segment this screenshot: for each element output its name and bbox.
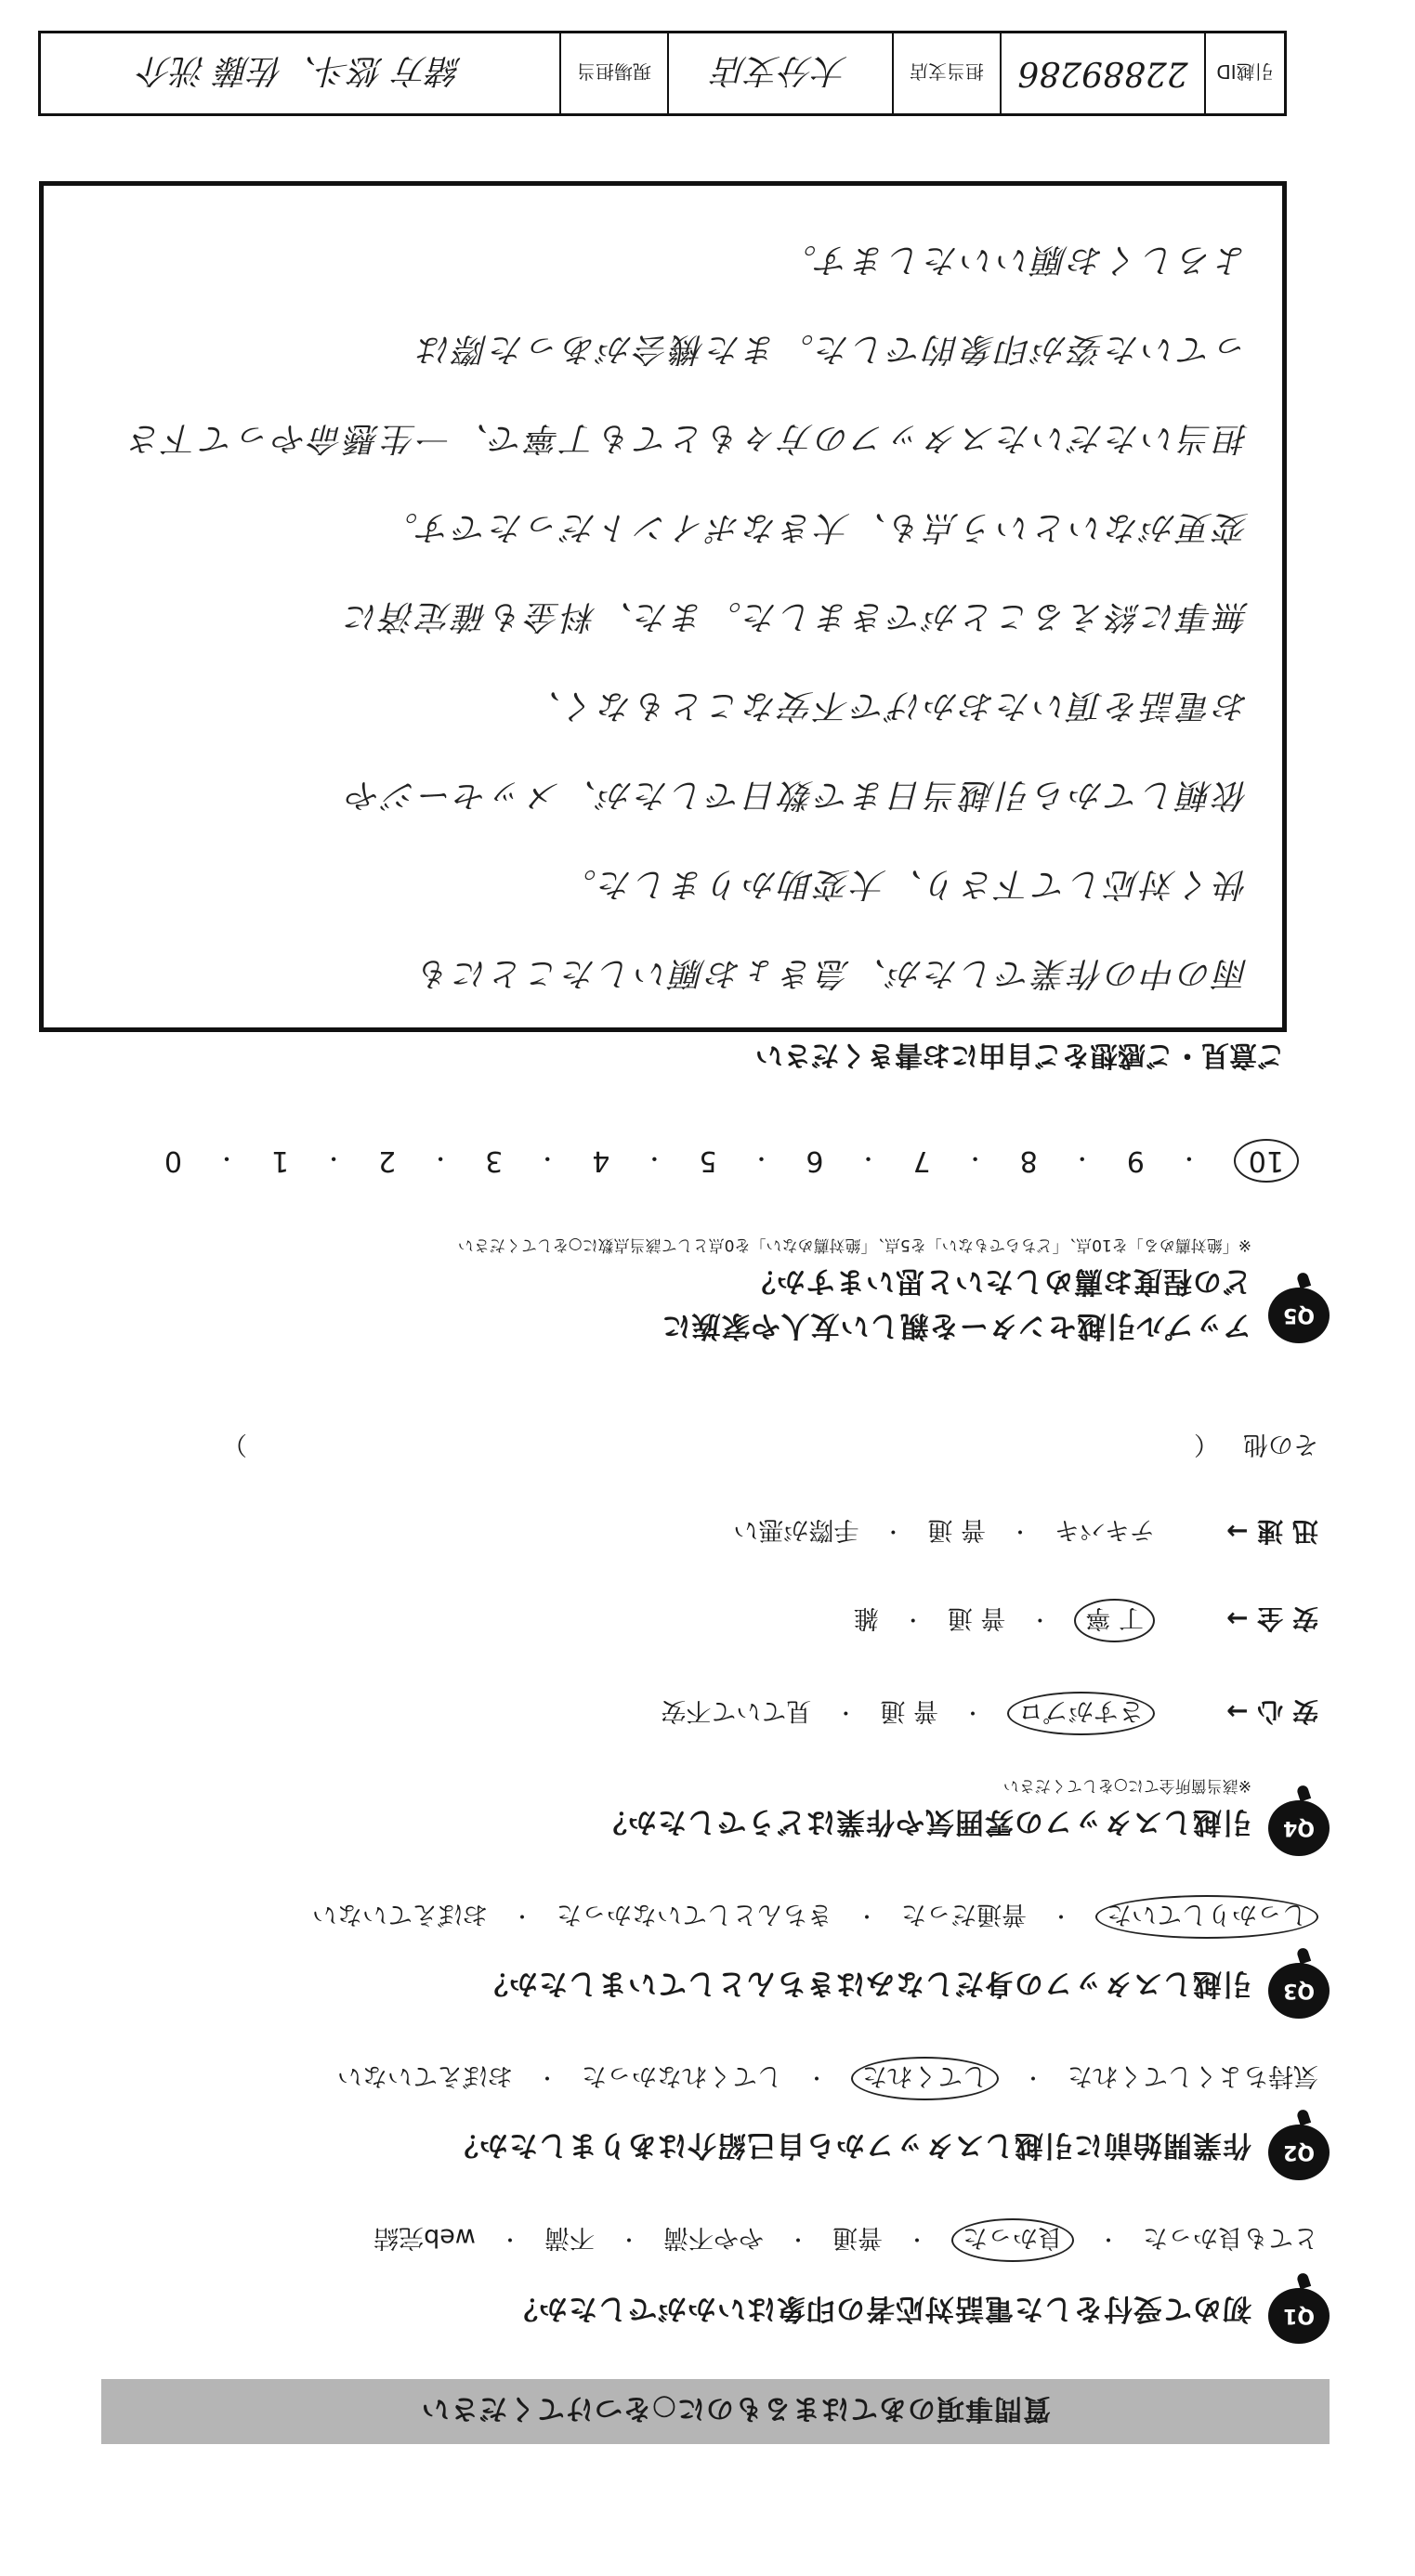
q5-question-line2: どの程度お薦めしたいと思いますか？ xyxy=(746,1264,1251,1298)
q5-badge-icon xyxy=(1268,1288,1330,1343)
q5-score-4[interactable]: 4 xyxy=(592,1144,610,1177)
q3-options: しっかりしていた ・ 普通だった ・ きちんとしていなかった ・ おぼえていない xyxy=(312,1895,1318,1939)
q2-option-dont-remember[interactable]: おぼえていない xyxy=(336,2061,513,2090)
q5-score-8[interactable]: 8 xyxy=(1019,1144,1038,1177)
comment-line-6: 変更がないという点も、大きなポイントだったです。 xyxy=(381,508,1249,546)
comment-line-7: 担当いただいたスタッフの方々もとても丁寧で、一生懸命やって下さ xyxy=(125,419,1249,457)
q4-safety-option-rough[interactable]: 雑 xyxy=(853,1603,879,1632)
q4-row-relief-label: 安 心 → xyxy=(1226,1696,1318,1728)
comment-line-3: 依頼してから引越当日まで数日でしたが、メッセージや xyxy=(345,776,1249,814)
comment-line-9: よろしくお願いいたします。 xyxy=(780,241,1249,279)
instruction-text: 質問事項のあてはまるものに○をつけてください xyxy=(420,2392,1051,2425)
q4-question: 引越しスタッフの雰囲気や作業はどうでしたか？ xyxy=(597,1805,1251,1838)
staff-label-cell xyxy=(559,33,667,113)
comment-line-4: お電話を頂いたおかげで不安なこともなく、 xyxy=(524,686,1249,725)
comment-line-1: 雨の中の作業でしたが、急きょお願いしたことにも xyxy=(414,954,1249,992)
q5-score-7[interactable]: 7 xyxy=(912,1144,931,1177)
q4-badge-icon xyxy=(1268,1800,1330,1856)
comment-line-5: 無事に終えることができました。また、料金も確定済に xyxy=(342,597,1249,635)
branch-label-cell xyxy=(892,33,1000,113)
q5-score-1[interactable]: 1 xyxy=(270,1144,290,1177)
header-table xyxy=(38,31,1287,116)
q1-option-very-good[interactable]: とても良かった xyxy=(1143,2223,1318,2252)
branch-value-cell xyxy=(667,33,892,113)
q2-question: 作業開始前に引越しスタッフから自己紹介はありましたか？ xyxy=(449,2128,1251,2162)
q5-score-5[interactable]: 5 xyxy=(699,1144,717,1177)
q4-relief-option-anxious[interactable]: 見ていて不安 xyxy=(661,1696,812,1725)
id-label-cell xyxy=(1204,33,1284,113)
q2-badge-icon xyxy=(1268,2125,1330,2180)
q1-option-web[interactable]: web完結 xyxy=(373,2223,476,2252)
id-value-cell xyxy=(1000,33,1204,113)
q5-score-9[interactable]: 9 xyxy=(1126,1144,1145,1177)
branch-label: 担当支店 xyxy=(910,60,984,84)
q4-speed-option-quick[interactable]: テキパキ xyxy=(1055,1515,1155,1545)
q5-question-line1: アップル引越センターを親しい友人や家族に xyxy=(661,1309,1251,1342)
q4-other-row: その他 （ ） xyxy=(222,1429,1318,1465)
q4-safety-option-normal[interactable]: 普 通 xyxy=(947,1603,1006,1632)
q2-options: 気持ちよくしてくれた ・ してくれた ・ してくれなかった ・ おぼえていない xyxy=(337,2057,1318,2100)
q3-badge-icon xyxy=(1268,1963,1330,2019)
q1-option-unsatisfied[interactable]: 不満 xyxy=(544,2223,595,2252)
q1-option-good-selected[interactable]: 良かった xyxy=(951,2218,1074,2262)
q5-score-6[interactable]: 6 xyxy=(806,1144,824,1177)
id-label: 引越ID xyxy=(1216,60,1274,84)
q4-row-speed-label: 迅 速 → xyxy=(1226,1516,1318,1547)
q4-other-label: その他 xyxy=(1243,1430,1318,1458)
comment-box[interactable] xyxy=(39,181,1287,1032)
q4-row-speed: 迅 速 → テキパキ ・ 普 通 ・ 手際が悪い xyxy=(733,1514,1318,1551)
q1-badge-icon xyxy=(1268,2288,1330,2344)
id-value: 22889286 xyxy=(1017,54,1188,93)
q5-note: ※「絶対薦める」を10点、「どちらでもない」を5点、「絶対薦めない」を0点として該当点数に○をしてください xyxy=(457,1236,1251,1254)
q4-row-safety: 安 全 → 丁 寧 ・ 普 通 ・ 雑 xyxy=(854,1599,1318,1642)
q4-relief-option-pro-selected[interactable]: さすがプロ xyxy=(1007,1692,1155,1735)
q2-badge-label: Q2 xyxy=(1283,2140,1316,2164)
q3-question: 引越しスタッフの身だしなみはきちんとしていましたか？ xyxy=(478,1967,1251,2000)
q2-option-did-not[interactable]: してくれなかった xyxy=(581,2061,782,2090)
q5-score-10-selected[interactable]: 10 xyxy=(1234,1139,1299,1183)
q2-option-pleasant[interactable]: 気持ちよくしてくれた xyxy=(1068,2061,1318,2090)
q4-note: ※該当箇所全てに○をしてください xyxy=(1002,1776,1251,1795)
comment-line-2: 快く対応して下さり、大変助かりました。 xyxy=(559,865,1249,903)
q3-option-neat-selected[interactable]: しっかりしていた xyxy=(1095,1895,1318,1939)
q4-safety-option-careful-selected[interactable]: 丁 寧 xyxy=(1074,1599,1155,1642)
q4-speed-option-clumsy[interactable]: 手際が悪い xyxy=(733,1515,859,1545)
q5-score-scale: 10 ・ 9 ・ 8 ・ 7 ・ 6 ・ 5 ・ 4 ・ 3 ・ 2 ・ 1 ・ 0 xyxy=(164,1139,1299,1183)
instruction-banner xyxy=(101,2379,1330,2444)
staff-label: 現場担当 xyxy=(577,60,651,84)
q1-options: とても良かった ・ 良かった ・ 普通 ・ やや不満 ・ 不満 ・ web完結 xyxy=(373,2218,1318,2262)
comment-line-8: っていた姿が印象的でした。また機会があった際は xyxy=(415,330,1249,368)
q1-question: 初めて受付をした電話対応者の印象はいかがでしたか？ xyxy=(508,2292,1251,2325)
q4-speed-option-normal[interactable]: 普 通 xyxy=(927,1515,986,1545)
branch-value: 大分支店 xyxy=(714,51,848,90)
q3-badge-label: Q3 xyxy=(1283,1979,1316,2003)
q5-score-2[interactable]: 2 xyxy=(378,1144,397,1177)
q3-option-normal[interactable]: 普通だった xyxy=(900,1900,1027,1929)
q3-option-not-neat[interactable]: きちんとしていなかった xyxy=(556,1900,832,1929)
staff-value: 緒方 悠斗、佐藤 洸介 xyxy=(138,51,462,90)
q4-row-relief: 安 心 → さすがプロ ・ 普 通 ・ 見ていて不安 xyxy=(661,1692,1318,1735)
comment-title: ご意見・ご感想をご自由にお書きください xyxy=(755,1039,1285,1071)
q1-badge-label: Q1 xyxy=(1283,2304,1316,2328)
q1-option-slightly-unsatisfied[interactable]: やや不満 xyxy=(662,2223,764,2252)
q5-score-3[interactable]: 3 xyxy=(485,1144,504,1177)
q4-relief-option-normal[interactable]: 普 通 xyxy=(880,1696,938,1725)
q5-score-0[interactable]: 0 xyxy=(164,1144,182,1177)
q2-option-did-selected[interactable]: してくれた xyxy=(851,2057,999,2100)
q3-option-dont-remember[interactable]: おぼえていない xyxy=(311,1900,488,1929)
staff-value-cell xyxy=(41,33,559,113)
q5-badge-label: Q5 xyxy=(1283,1303,1316,1327)
q1-option-normal[interactable]: 普通 xyxy=(832,2223,883,2252)
q4-row-safety-label: 安 全 → xyxy=(1226,1603,1318,1635)
q4-badge-label: Q4 xyxy=(1283,1816,1316,1840)
